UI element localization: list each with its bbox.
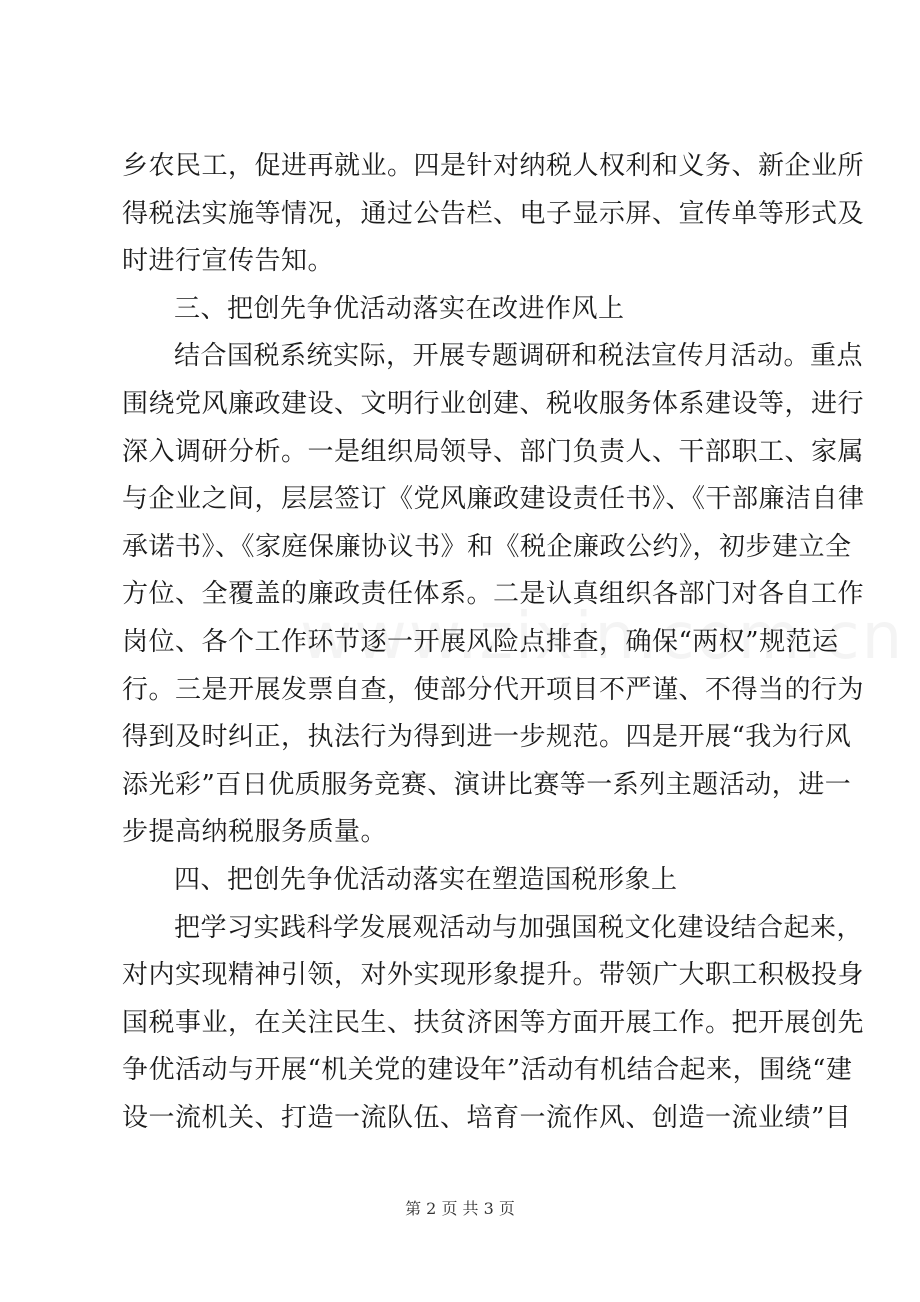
paragraph-line: 时进行宣传告知。 (122, 246, 335, 277)
paragraph-line: 添光彩”百日优质服务竞赛、演讲比赛等一系列主题活动，进一 (122, 769, 852, 800)
section-heading: 四、把创先争优活动落实在塑造国税形象上 (174, 864, 678, 895)
paragraph-line: 把学习实践科学发展观活动与加强国税文化建设结合起来， (174, 912, 864, 943)
section-heading: 三、把创先争优活动落实在改进作风上 (174, 293, 625, 324)
body-text (122, 143, 865, 1142)
paragraph-line: 得税法实施等情况，通过公告栏、电子显示屏、宣传单等形式及 (122, 198, 865, 229)
paragraph-line: 对内实现精神引领，对外实现形象提升。带领广大职工积极投身 (122, 960, 865, 991)
paragraph-line: 与企业之间，层层签订《党风廉政建设责任书》、《干部廉洁自律 (122, 484, 865, 515)
paragraph-line: 设一流机关、打造一流队伍、培育一流作风、创造一流业绩”目 (122, 1102, 852, 1133)
paragraph-line: 岗位、各个工作环节逐一开展风险点排查，确保“两权”规范运 (122, 626, 839, 657)
paragraph-line: 承诺书》、《家庭保廉协议书》和《税企廉政公约》，初步建立全 (122, 531, 852, 562)
page-number-label: 第 2 页 共 3 页 (405, 1199, 515, 1218)
paragraph-line: 步提高纳税服务质量。 (122, 817, 388, 848)
paragraph-line: 乡农民工，促进再就业。四是针对纳税人权利和义务、新企业所 (122, 151, 865, 181)
paragraph-line: 行。三是开展发票自查，使部分代开项目不严谨、不得当的行为 (122, 674, 865, 705)
page-footer (0, 1196, 920, 1219)
paragraph-line: 围绕党风廉政建设、文明行业创建、税收服务体系建设等，进行 (122, 388, 865, 419)
paragraph-line: 得到及时纠正，执法行为得到进一步规范。四是开展“我为行风 (122, 722, 852, 753)
paragraph-line: 结合国税系统实际，开展专题调研和税法宣传月活动。重点 (174, 341, 864, 372)
paragraph-line: 方位、全覆盖的廉政责任体系。二是认真组织各部门对各自工作 (122, 579, 865, 610)
paragraph-line: 深入调研分析。一是组织局领导、部门负责人、干部职工、家属 (122, 436, 865, 467)
paragraph-line: 争优活动与开展“机关党的建设年”活动有机结合起来，围绕“建 (122, 1055, 853, 1086)
paragraph-line: 国税事业，在关注民生、扶贫济困等方面开展工作。把开展创先 (122, 1007, 865, 1038)
